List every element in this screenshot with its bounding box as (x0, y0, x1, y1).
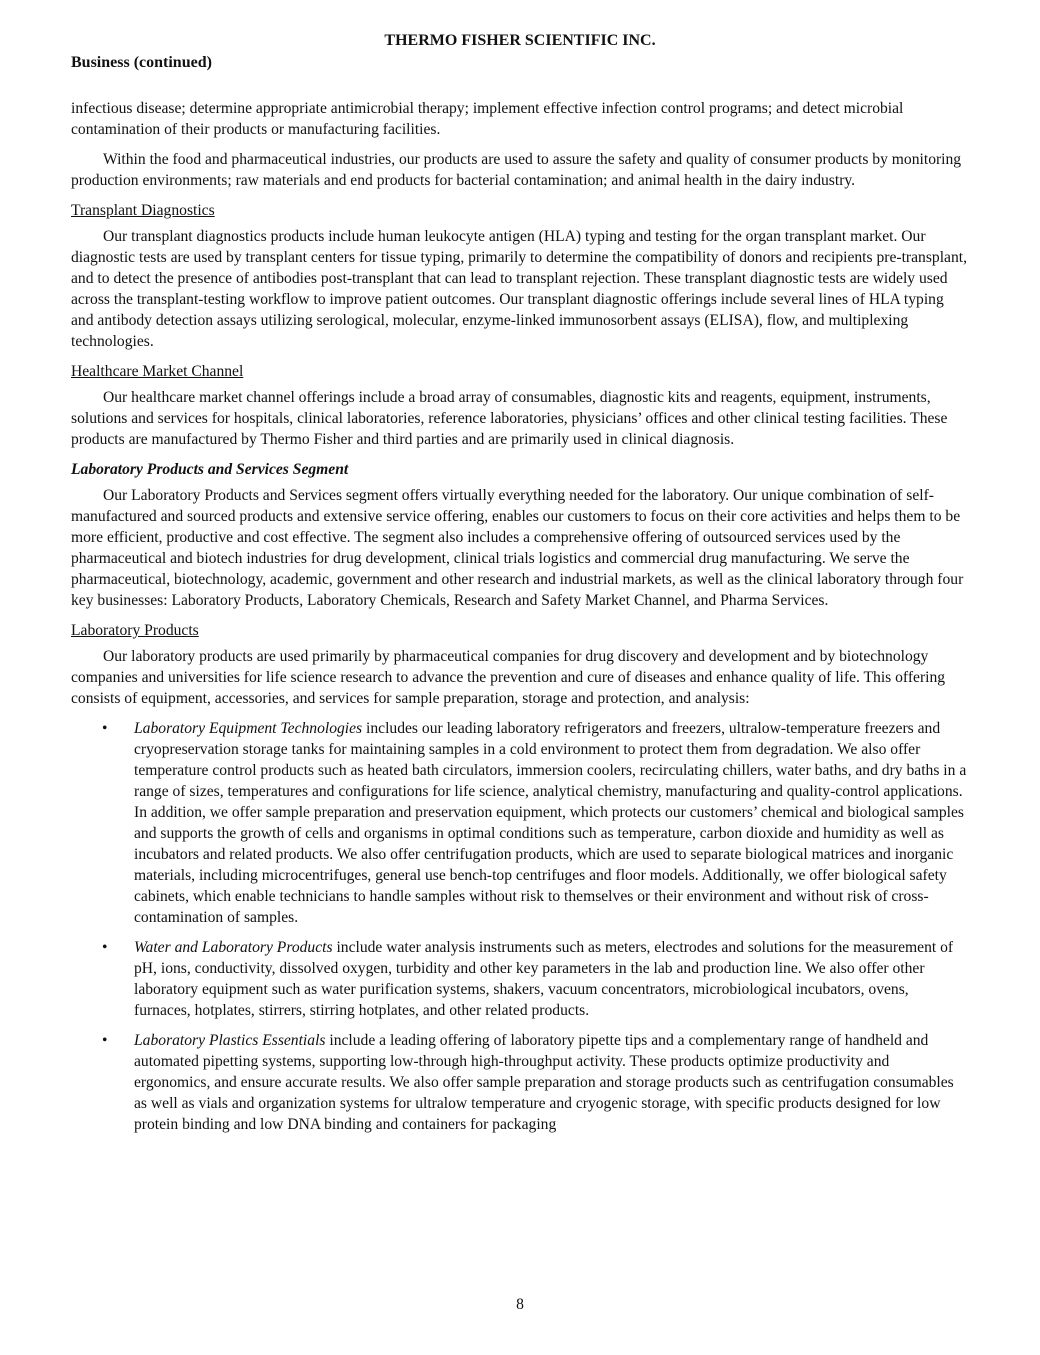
bullet-title: Water and Laboratory Products (134, 939, 333, 956)
paragraph: Our healthcare market channel offerings include a broad array of consumables, diagnostic kits and reagents, equipment, instruments, solutions and services for hospitals, clinical laboratories, reference laboratories, physicians’ offices and other clinical testing facilities. These products are manufactured by Thermo Fisher and third parties and are primarily used in clinical diagnosis. (71, 389, 948, 448)
paragraph: Our transplant diagnostics products include human leukocyte antigen (HLA) typing and testing for the organ transplant market. Our diagnostic tests are used by transplant centers for tissue typing, primarily to determine the compatibility of donors and recipients pre-transplant, and to detect the presence of antibodies post-transplant that can lead to transplant rejection. These transplant diagnostic tests are widely used across the transplant-testing workflow to improve patient outcomes. Our transplant diagnostic offerings include several lines of HLA typing and antibody detection assays utilizing serological, molecular, enzyme-linked immunosorbent assays (ELISA), flow, and multiplexing technologies. (71, 228, 967, 350)
subheading-healthcare-market-channel: Healthcare Market Channel (71, 363, 244, 380)
bullet-item (71, 1030, 969, 1135)
paragraph: Our laboratory products are used primarily by pharmaceutical companies for drug discovery and development and by biotechnology companies and universities for life science research to advance the prevention and cure of diseases and enhance quality of life. This offering consists of equipment, accessories, and services for sample preparation, storage and protection, and analysis: (71, 648, 946, 707)
segment-heading-laboratory-products-services: Laboratory Products and Services Segment (71, 461, 349, 478)
bullet-marker: • (102, 720, 108, 737)
bullet-marker: • (102, 939, 108, 956)
section-header: Business (continued) (71, 54, 212, 71)
company-header: THERMO FISHER SCIENTIFIC INC. (384, 32, 656, 49)
bullet-item (71, 718, 969, 928)
subheading-laboratory-products: Laboratory Products (71, 622, 199, 639)
bullet-title: Laboratory Plastics Essentials (134, 1032, 326, 1049)
paragraph: Within the food and pharmaceutical industries, our products are used to assure the safety and quality of consumer products by monitoring production environments; raw materials and end products for bacterial contamination; and animal health in the dairy industry. (71, 151, 962, 189)
bullet-text: includes our leading laboratory refrigerators and freezers, ultralow-temperature freezers and cryopreservation storage tanks for maintaining samples in a cold environment to protect them from degradation. We also offer temperature control products such as heated bath circulators, immersion coolers, recirculating chillers, water baths, and dry baths in a range of sizes, temperatures and configurations for life science, analytical chemistry, manufacturing and quality-control applications. In addition, we offer sample preparation and preservation equipment, which protects our customers’ chemical and biological samples and supports the growth of cells and organisms in optimal conditions such as temperature, carbon dioxide and humidity as well as incubators and related products. We also offer centrifugation products, which are used to separate biological matrices and inorganic materials, including microcentrifuges, general use bench-top centrifuges and floor models. Additionally, we offer biological safety cabinets, which enable technicians to handle samples without risk to themselves or their environment and without risk of cross-contamination of samples. (134, 720, 967, 926)
bullet-title: Laboratory Equipment Technologies (134, 720, 363, 737)
bullet-text: include a leading offering of laboratory pipette tips and a complementary range of handheld and automated pipetting systems, supporting low-through high-throughput activity. These products optimize productivity and ergonomics, and ensure accurate results. We also offer sample preparation and storage products such as centrifugation consumables as well as vials and organization systems for ultralow temperature and cryogenic storage, with specific products designed for low protein binding and low DNA binding and containers for packaging (134, 1032, 954, 1133)
bullet-text: include water analysis instruments such as meters, electrodes and solutions for the measurement of pH, ions, conductivity, dissolved oxygen, turbidity and other key parameters in the lab and production line. We also offer other laboratory equipment such as water purification systems, shakers, vacuum concentrators, microbiological incubators, ovens, furnaces, hotplates, stirrers, stirring hotplates, and other related products. (134, 939, 954, 1019)
page-number: 8 (516, 1296, 524, 1313)
document-body (71, 98, 969, 1144)
paragraph: infectious disease; determine appropriate antimicrobial therapy; implement effective infection control programs; and detect microbial contamination of their products or manufacturing facilities. (71, 100, 904, 138)
bullet-item (71, 937, 969, 1021)
paragraph: Our Laboratory Products and Services segment offers virtually everything needed for the laboratory. Our unique combination of self-manufactured and sourced products and extensive service offering, enables our customers to focus on their core activities and helps them to be more efficient, productive and cost effective. The segment also includes a comprehensive offering of outsourced services used by the pharmaceutical and biotech industries for drug development, clinical trials logistics and commercial drug manufacturing. We serve the pharmaceutical, biotechnology, academic, government and other research and industrial markets, as well as the clinical laboratory through four key businesses: Laboratory Products, Laboratory Chemicals, Research and Safety Market Channel, and Pharma Services. (71, 487, 964, 609)
subheading-transplant-diagnostics: Transplant Diagnostics (71, 202, 215, 219)
bullet-marker: • (102, 1032, 108, 1049)
